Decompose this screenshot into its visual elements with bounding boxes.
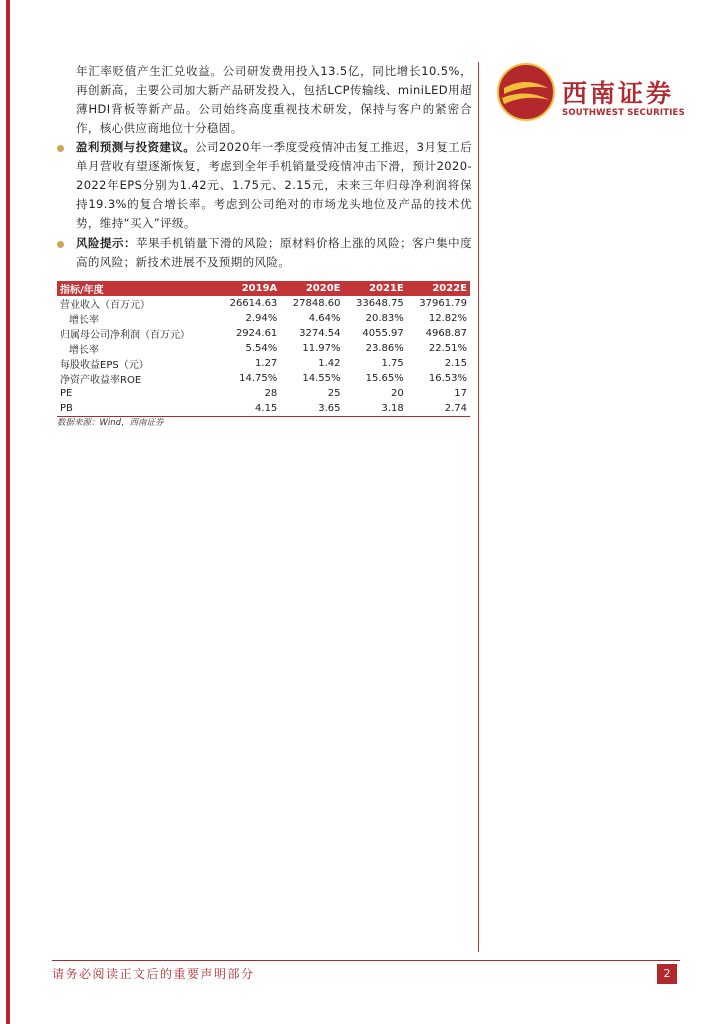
table-cell: 27848.60 [292,298,341,309]
row-label: 增长率 [69,315,99,326]
table-row [57,356,470,371]
table-cell: 4055.97 [362,328,404,339]
row-label: PE [60,388,73,399]
content-divider [478,62,479,952]
table-cell: 15.65% [365,373,404,384]
row-label: 增长率 [69,345,99,356]
table-cell: 2.94% [245,313,278,324]
paragraph-risk [76,234,472,272]
table-row [57,371,470,386]
paragraph-rd-investment: 年汇率贬值产生汇兑收益。公司研发费用投入13.5亿，同比增长10.5%，再创新高，主要公司加大新产品研发投入，包括LCP传输线、miniLED用超薄HDI背板等新产品。公司始终高度重视技术研发，保持与客户的紧密合作，核心供应商地位十分稳固。 [76,64,472,135]
financial-forecast-table [57,281,470,417]
table-source-note: 数据来源：Wind，西南证券 [57,418,164,428]
table-header-cell: 2020E [280,281,343,296]
table-cell: 5.54% [245,343,278,354]
row-label: 归属母公司净利润（百万元） [60,330,190,341]
table-row [57,326,470,341]
table-cell: 4.15 [217,401,280,417]
table-row [57,311,470,326]
risk-heading: 风险提示： [76,236,137,250]
forecast-body: 公司2020年一季度受疫情冲击复工推迟，3月复工后单月营收有望逐渐恢复，考虑到全年手机销量受疫情冲击下滑，预计2020-2022年EPS分别为1.42元、1.75元、2.15元，未来三年归母净利润将保持19.3%的复合增长率。考虑到公司绝对的市场龙头地位及产品的技术优势，维持“买入”评级。 [76,140,472,230]
table-header-row [57,281,470,296]
table-header-cell: 2019A [217,281,280,296]
table-cell: 14.75% [239,373,278,384]
row-label: PB [57,401,217,417]
row-label: 每股收益EPS（元） [60,360,149,371]
table-cell: 33648.75 [356,298,404,309]
risk-body: 苹果手机销量下滑的风险；原材料价格上涨的风险；客户集中度高的风险；新技术进展不及预期的风险。 [76,236,472,269]
logo-emblem-icon [496,62,556,122]
table-cell: 16.53% [428,373,467,384]
company-logo [496,62,686,122]
table-cell: 37961.79 [419,298,467,309]
table-cell: 2924.61 [235,328,278,339]
table-cell: 1.42 [318,358,341,369]
table-cell: 12.82% [428,313,467,324]
table-cell: 14.55% [302,373,341,384]
table-header-cell: 2022E [407,281,470,296]
table-cell: 3.65 [280,401,343,417]
left-margin-rule [6,0,10,1024]
table-cell: 3.18 [344,401,407,417]
table-cell: 17 [454,388,467,399]
table-header-cell: 2021E [344,281,407,296]
row-label: 净资产收益率ROE [60,375,142,386]
table-cell: 28 [264,388,278,399]
page-number: 2 [657,964,677,984]
table-cell: 2.74 [407,401,470,417]
table-row [57,296,470,311]
table-cell: 23.86% [365,343,404,354]
table-cell: 1.27 [255,358,278,369]
footer-divider [52,960,680,961]
table-cell: 22.51% [428,343,467,354]
logo-english-name: SOUTHWEST SECURITIES [562,108,685,118]
table-cell: 20 [391,388,404,399]
bullet-icon [57,241,64,248]
table-row [57,386,470,401]
forecast-heading: 盈利预测与投资建议。 [76,140,196,154]
table-cell: 11.97% [302,343,341,354]
row-label: 营业收入（百万元） [60,300,150,311]
table-cell: 1.75 [381,358,404,369]
table-row [57,341,470,356]
table-cell: 25 [327,388,341,399]
table-cell: 4.64% [308,313,341,324]
table-header-cell: 指标/年度 [57,281,217,296]
table-row [57,401,470,417]
table-cell: 26614.63 [229,298,278,309]
table-cell: 20.83% [365,313,404,324]
bullet-icon [57,145,64,152]
table-cell: 3274.54 [299,328,341,339]
table-cell: 4968.87 [425,328,467,339]
logo-chinese-name: 西南证券 [562,79,675,108]
paragraph-forecast [76,138,472,233]
footer-disclaimer: 请务必阅读正文后的重要声明部分 [52,967,255,981]
table-cell: 2.15 [444,358,467,369]
